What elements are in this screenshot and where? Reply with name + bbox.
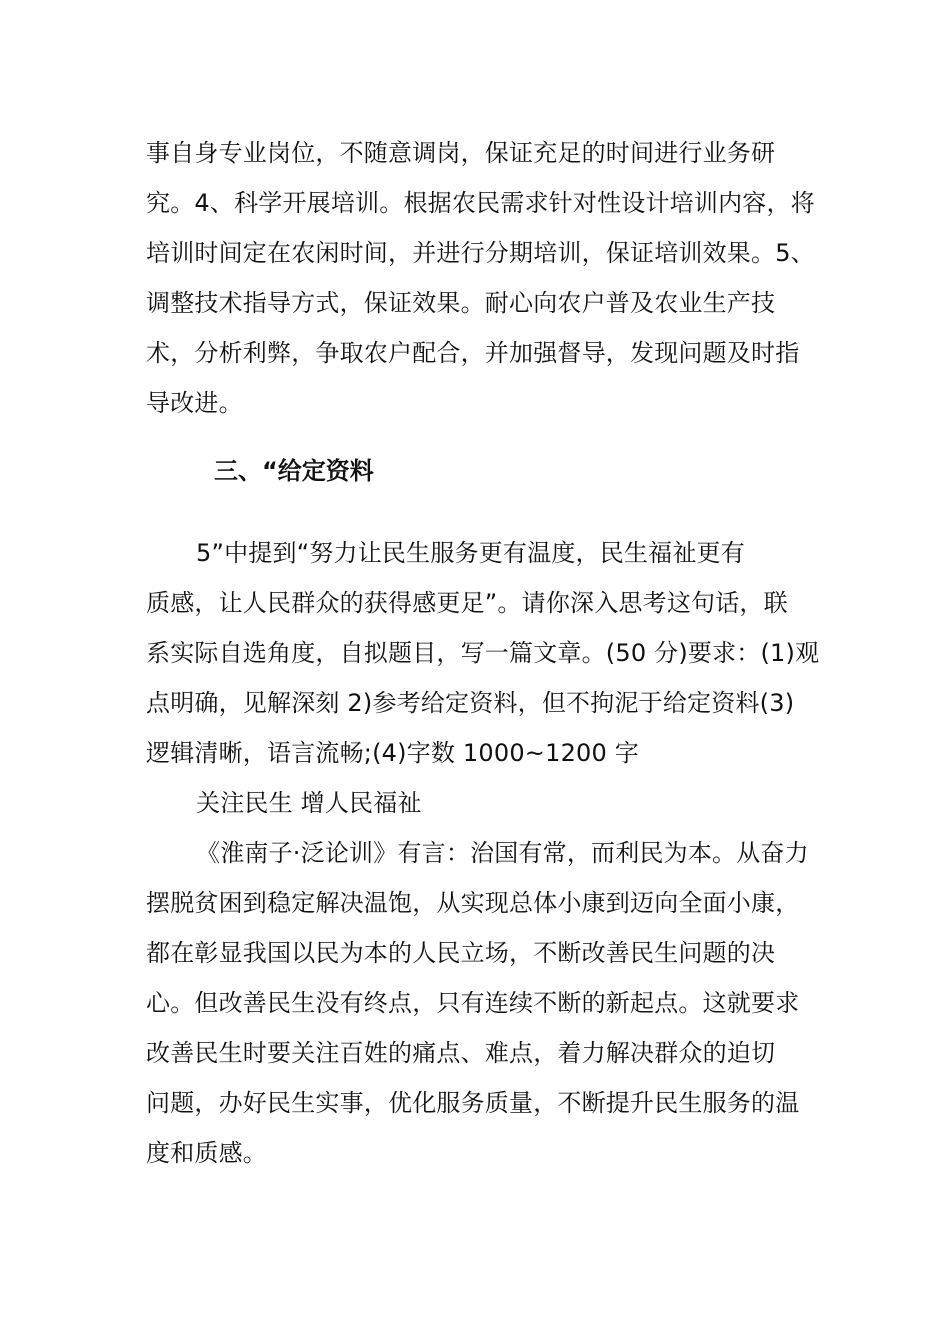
section-heading: 三、“给定资料 <box>214 457 374 485</box>
paragraph-1-line-5: 术，分析利弊，争取农户配合，并加强督导，发现问题及时指 <box>146 339 800 367</box>
paragraph-3-line-7: 度和质感。 <box>146 1139 267 1167</box>
paragraph-3-line-1: 《淮南子·泛论训》有言：治国有常，而利民为本。从奋力 <box>196 839 809 867</box>
paragraph-3-line-5: 改善民生时要关注百姓的痛点、难点，着力解决群众的迫切 <box>146 1039 776 1067</box>
paragraph-3-line-4: 心。但改善民生没有终点，只有连续不断的新起点。这就要求 <box>146 989 800 1017</box>
paragraph-1-line-3: 培训时间定在农闲时间，并进行分期培训，保证培训效果。5、 <box>146 239 815 267</box>
essay-title: 关注民生 增人民福祉 <box>196 789 422 817</box>
paragraph-2-line-1: 5”中提到“努力让民生服务更有温度，民生福祉更有 <box>196 539 745 567</box>
paragraph-2-line-4: 点明确，见解深刻 2)参考给定资料，但不拘泥于给定资料(3) <box>146 689 795 717</box>
paragraph-2-line-2: 质感，让人民群众的获得感更足”。请你深入思考这句话，联 <box>146 589 788 617</box>
paragraph-1-line-2: 究。4、科学开展培训。根据农民需求针对性设计培训内容，将 <box>146 189 815 217</box>
paragraph-1-line-4: 调整技术指导方式，保证效果。耐心向农户普及农业生产技 <box>146 289 776 317</box>
paragraph-1-line-6: 导改进。 <box>146 389 243 417</box>
paragraph-2-line-5: 逻辑清晰，语言流畅;(4)字数 1000~1200 字 <box>146 739 640 767</box>
paragraph-2-line-3: 系实际自选角度，自拟题目，写一篇文章。(50 分)要求：(1)观 <box>146 639 820 667</box>
paragraph-3-line-3: 都在彰显我国以民为本的人民立场，不断改善民生问题的决 <box>146 939 776 967</box>
paragraph-3-line-2: 摆脱贫困到稳定解决温饱，从实现总体小康到迈向全面小康， <box>146 889 800 917</box>
paragraph-1-line-1: 事自身专业岗位，不随意调岗，保证充足的时间进行业务研 <box>146 139 776 167</box>
paragraph-3-line-6: 问题，办好民生实事，优化服务质量，不断提升民生服务的温 <box>146 1089 800 1117</box>
